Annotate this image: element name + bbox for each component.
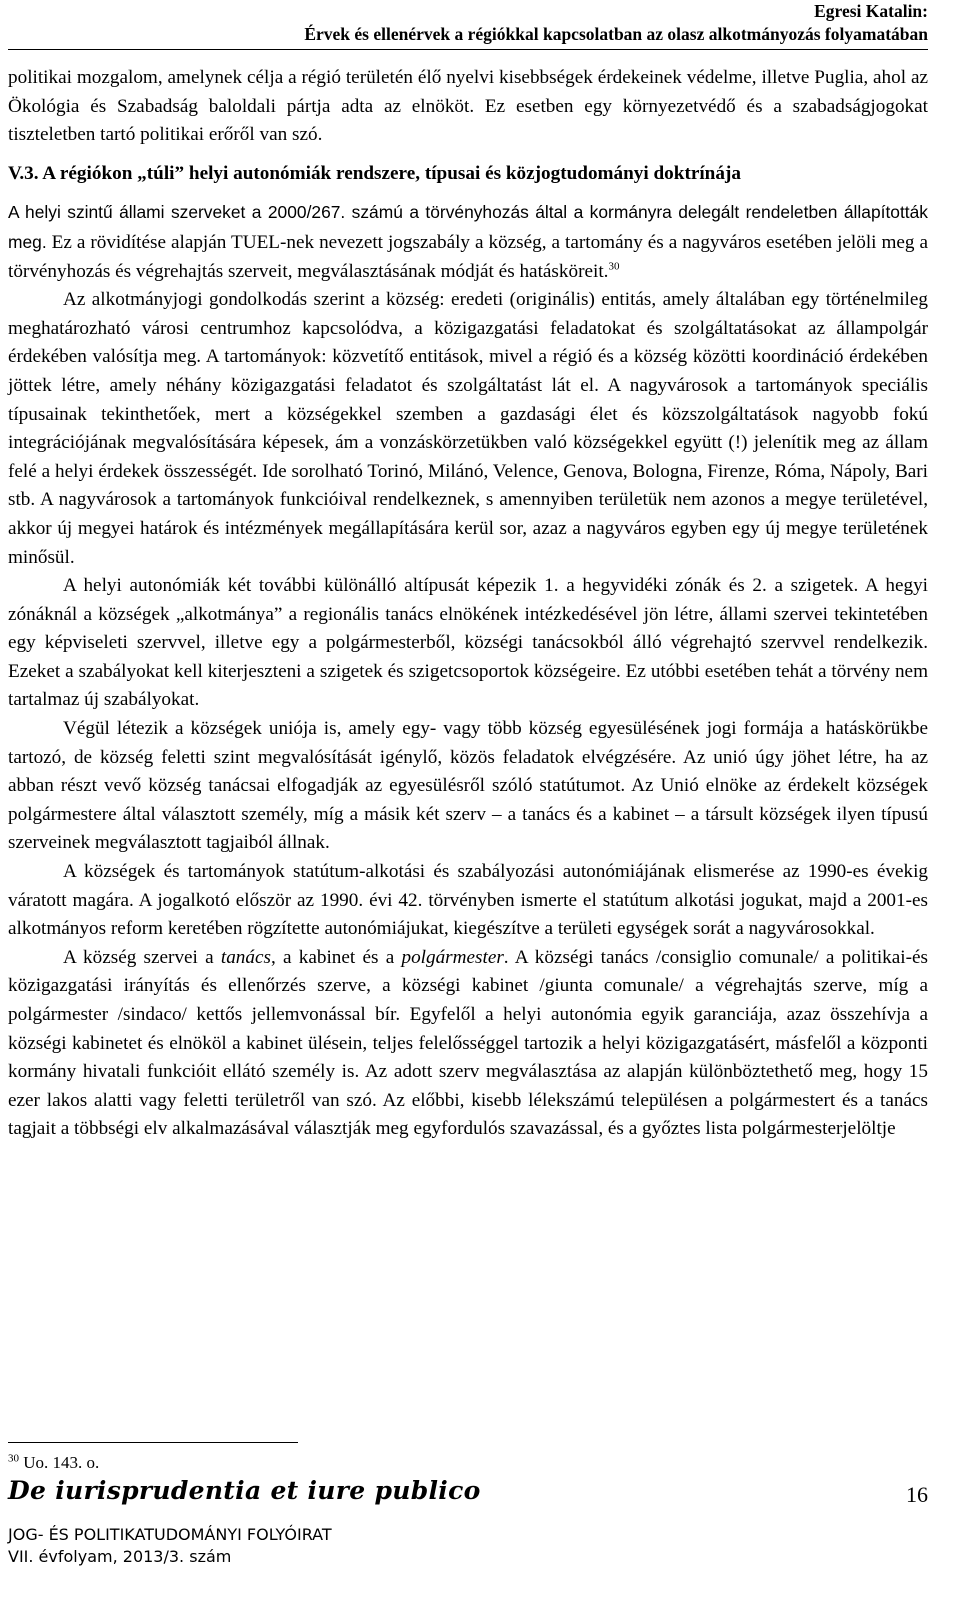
footnote-number: 30: [8, 1452, 19, 1465]
footnote: [8, 1452, 99, 1474]
header-author: Egresi Katalin:: [814, 1, 928, 21]
paragraph-lead-text: A helyi szintű állami szerveket a 2000/267. számú a törvényhozás által a kormányra delegált rendeletben állapították meg.: [8, 202, 928, 252]
paragraph-kozseg-szervei: [8, 944, 928, 1144]
body-text: [8, 64, 928, 1144]
paragraph-kozsegek-unioja: Végül létezik a községek uniója is, amely egy- vagy több község egyesülésének jogi formája a hatáskörükbe tartozó, de község feletti szint megvalósítását igénylő, közös feladatok elvégzésére. Az unió úgy jöhet létre, ha az abban részt vevő község tanácsai elfogadják az egyesülésről szóló statútumot. Az Unió elnöke az érdekelt községek polgármestere által választott személy, míg a másik két szerv – a tanács és a kabinet – a társult községek ilyen típusú szerveinek megválasztott tagjaiból állnak.: [8, 718, 928, 854]
journal-info: [8, 1524, 332, 1568]
page-number: 16: [906, 1482, 928, 1507]
paragraph-statutum: A községek és tartományok statútum-alkotási és szabályozási autonómiájának elismerése az 1990-es évekig váratott magára. A jogalkotó először az 1990. évi 42. törvényben ismerte el statútum alkotási jogukat, majd a 2001-es alkotmányos reform keretében rögzítette autonómiájukat, kiegészítve a területi egységek sorát a nagyvárosokkal.: [8, 861, 928, 940]
italic-term-tanacs: tanács: [220, 946, 271, 968]
paragraph-helyi-szint: [8, 198, 928, 286]
paragraph-text: A község szervei a: [63, 946, 221, 968]
paragraph-continuation: politikai mozgalom, amelynek célja a régió területén élő nyelvi kisebbségek érdekeinek védelme, illetve Puglia, ahol az Ökológia és Szabadság baloldali pártja adta az elnököt. Ez esetben egy környezetvédő és a szabadságjogokat tiszteletben tartó politikai erőről van szó.: [8, 67, 928, 146]
footnote-reference: 30: [608, 260, 620, 273]
running-header: [304, 0, 928, 46]
paragraph-text: . A községi tanács /consiglio comunale/ a politikai-és közigazgatási irányítás és ellenőrzés szerve, a községi kabinet /giunta comunale/ a végrehajtás szerve, míg a polgármester /sindaco/ kettős jellemvonással bír. Egyfelől a helyi autonómia egyik garanciája, azaz összehívja a községi kabinetet és elnököl a kabinet ülésein, teljes felelősséggel tartozik a helyi közigazgatásért, másfelől a központi kormány hivatali funkcióit ellátó személy is. Az adott szerv megválasztása az alapján különböztethető meg, hogy 15 ezer lakos alatti vagy feletti területről van szó. Az előbbi, kisebb lélekszámú településen a polgármestert és a tanács tagjait a többségi elv alkalmazásával választják meg egyfordulós szavazással, és a győztes lista polgármesterjelöltje: [8, 946, 928, 1140]
paragraph-text: Ez a rövidítése alapján TUEL-nek nevezett jogszabály a község, a tartomány és a nagyváros esetében jelöli meg a törvényhozás és végrehajtás szerveit, megválasztásának módját és hatásköreit.: [8, 231, 928, 282]
journal-title: De iurisprudentia et iure publico: [8, 1476, 481, 1505]
paragraph-text: , a kabinet és a: [270, 946, 402, 968]
section-heading: V.3. A régiókon „túli” helyi autonómiák rendszere, típusai és közjogtudományi doktrínája: [8, 162, 741, 184]
journal-issue: VII. évfolyam, 2013/3. szám: [8, 1547, 232, 1566]
footnote-text: Uo. 143. o.: [19, 1453, 100, 1472]
paragraph-altipusok: A helyi autonómiák két további különálló altípusát képezik 1. a hegyvidéki zónák és 2. a szigetek. A hegyi zónáknál a községek „alkotmánya” a regionális tanács elnökének intézkedésével jön létre, állami szervei tekintetében egy képviseleti szervvel, illetve egy a polgármesterből, községi tanácsokból álló végrehajtó szervvel rendelkezik. Ezeket a szabályokat kell kiterjeszteni a szigetek és szigetcsoportok községeire. Ez utóbbi esetében tehát a törvény nem tartalmaz új szabályokat.: [8, 575, 928, 711]
header-rule: [8, 49, 928, 50]
paragraph-alkotmanyjogi: Az alkotmányjogi gondolkodás szerint a község: eredeti (originális) entitás, amely általában egy történelmileg meghatározható városi centrumhoz kapcsolódva, a közigazgatási feladatokat és szolgáltatásokat az állampolgár érdekében valósítja meg. A tartományok: közvetítő entitások, mivel a régió és a község közötti koordináció érdekében jöttek létre, amely néhány közigazgatási feladatot és szolgáltatást lát el. A nagyvárosok a tartományok speciális típusainak tekinthetőek, mert a községekkel szemben a gazdasági élet és közszolgáltatások nagyobb fokú integrációjának megvalósítására képesek, ám a vonzáskörzetükben való községekkel együtt (!) jelenítik meg az állam felé a helyi érdekek összességét. Ide sorolható Torinó, Milánó, Velence, Genova, Bologna, Firenze, Róma, Nápoly, Bari stb. A nagyvárosok a tartományok funkcióival rendelkeznek, s amennyiben területük nem azonos a megye területével, akkor új megyei határok és intézmények megállapítására kerül sor, azaz a nagyváros egyben egy új megye területének minősül.: [8, 289, 928, 568]
footnote-rule: [8, 1442, 298, 1443]
italic-term-polgarmester: polgármester: [401, 946, 504, 968]
journal-name: JOG- ÉS POLITIKATUDOMÁNYI FOLYÓIRAT: [8, 1525, 332, 1544]
header-title: Érvek és ellenérvek a régiókkal kapcsolatban az olasz alkotmányozás folyamatában: [304, 24, 928, 44]
